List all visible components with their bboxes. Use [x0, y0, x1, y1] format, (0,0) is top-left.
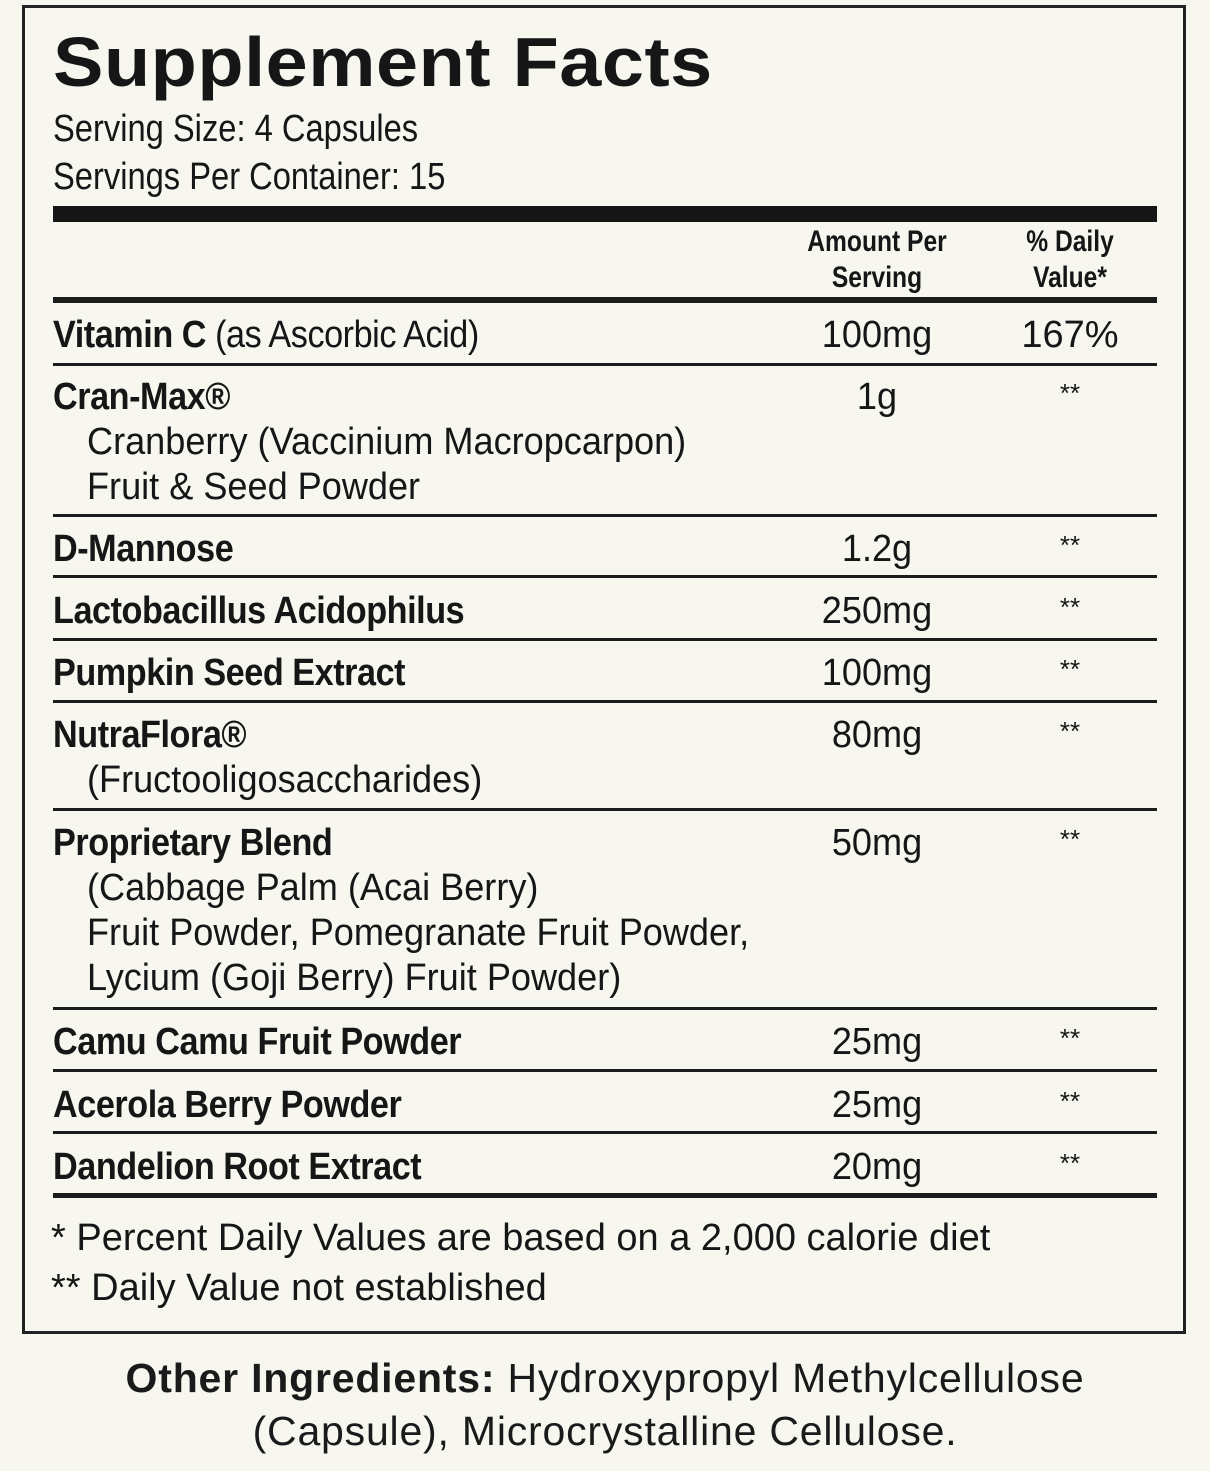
ingredient-amount: 1g — [856, 376, 898, 418]
ingredient-daily-value: ** — [1059, 716, 1081, 746]
servings-per-container: Servings Per Container: 15 — [53, 156, 446, 198]
ingredient-name: Proprietary Blend — [53, 822, 333, 864]
ingredient-amount: 80mg — [831, 714, 923, 756]
ingredient-name: Cran-Max® — [53, 376, 230, 418]
ingredient-daily-value: ** — [1059, 1023, 1081, 1053]
other-ingredients — [0, 1352, 1210, 1458]
ingredient-name: Lactobacillus Acidophilus — [53, 590, 465, 632]
serving-size: Serving Size: 4 Capsules — [53, 108, 419, 150]
ingredient-description: Cranberry (Vaccinium Macropcarpon) Fruit & Seed Powder — [87, 421, 687, 508]
row-divider — [53, 575, 1157, 578]
ingredient-amount: 250mg — [821, 590, 933, 632]
ingredient-name-sub: (as Ascorbic Acid) — [206, 314, 479, 356]
ingredient-daily-value: ** — [1059, 530, 1081, 560]
row-divider — [53, 808, 1157, 811]
ingredient-name: D-Mannose — [53, 528, 234, 570]
ingredient-daily-value: ** — [1059, 1086, 1081, 1116]
row-divider — [53, 1007, 1157, 1010]
daily-value-header: % Daily Value* — [1026, 225, 1114, 294]
footnote-not-established: ** Daily Value not established — [51, 1267, 547, 1309]
ingredient-daily-value: ** — [1059, 592, 1081, 622]
ingredient-amount: 20mg — [831, 1146, 923, 1188]
ingredient-name: Vitamin C — [53, 314, 207, 356]
row-divider — [53, 363, 1157, 366]
panel-title: Supplement Facts — [53, 23, 713, 101]
ingredient-name: NutraFlora® — [53, 714, 247, 756]
ingredient-name: Camu Camu Fruit Powder — [53, 1021, 462, 1063]
ingredient-amount: 25mg — [831, 1084, 923, 1126]
ingredient-daily-value: ** — [1059, 824, 1081, 854]
ingredient-daily-value: ** — [1059, 654, 1081, 684]
footnote-daily-values: * Percent Daily Values are based on a 2,000 calorie diet — [51, 1217, 991, 1259]
ingredient-daily-value: ** — [1059, 1148, 1081, 1178]
ingredient-name: Pumpkin Seed Extract — [53, 652, 406, 694]
row-divider — [53, 1131, 1157, 1134]
ingredient-amount: 50mg — [831, 822, 923, 864]
ingredient-name: Acerola Berry Powder — [53, 1084, 402, 1126]
row-divider — [53, 1069, 1157, 1072]
other-ingredients-text: Hydroxypropyl Methylcellulose (Capsule), Microcrystalline Cellulose. — [252, 1355, 1085, 1454]
ingredient-daily-value: 167% — [1021, 314, 1119, 356]
supplement-facts-panel — [22, 5, 1186, 1334]
thick-divider — [53, 206, 1157, 222]
ingredient-daily-value: ** — [1059, 378, 1081, 408]
ingredient-name: Dandelion Root Extract — [53, 1146, 422, 1188]
other-ingredients-label: Other Ingredients: — [125, 1355, 496, 1401]
ingredient-amount: 1.2g — [841, 528, 913, 570]
ingredient-description: (Fructooligosaccharides) — [87, 759, 483, 801]
row-divider — [53, 700, 1157, 703]
ingredient-amount: 100mg — [821, 314, 933, 356]
ingredient-description: (Cabbage Palm (Acai Berry) Fruit Powder, Pomegranate Fruit Powder, Lycium (Goji Berry) Fruit Powder) — [87, 867, 750, 999]
header-divider — [53, 297, 1157, 303]
amount-per-serving-header: Amount Per Serving — [807, 225, 947, 294]
row-divider — [53, 638, 1157, 641]
ingredient-amount: 100mg — [821, 652, 933, 694]
footer-divider — [53, 1193, 1157, 1198]
row-divider — [53, 514, 1157, 517]
ingredient-amount: 25mg — [831, 1021, 923, 1063]
